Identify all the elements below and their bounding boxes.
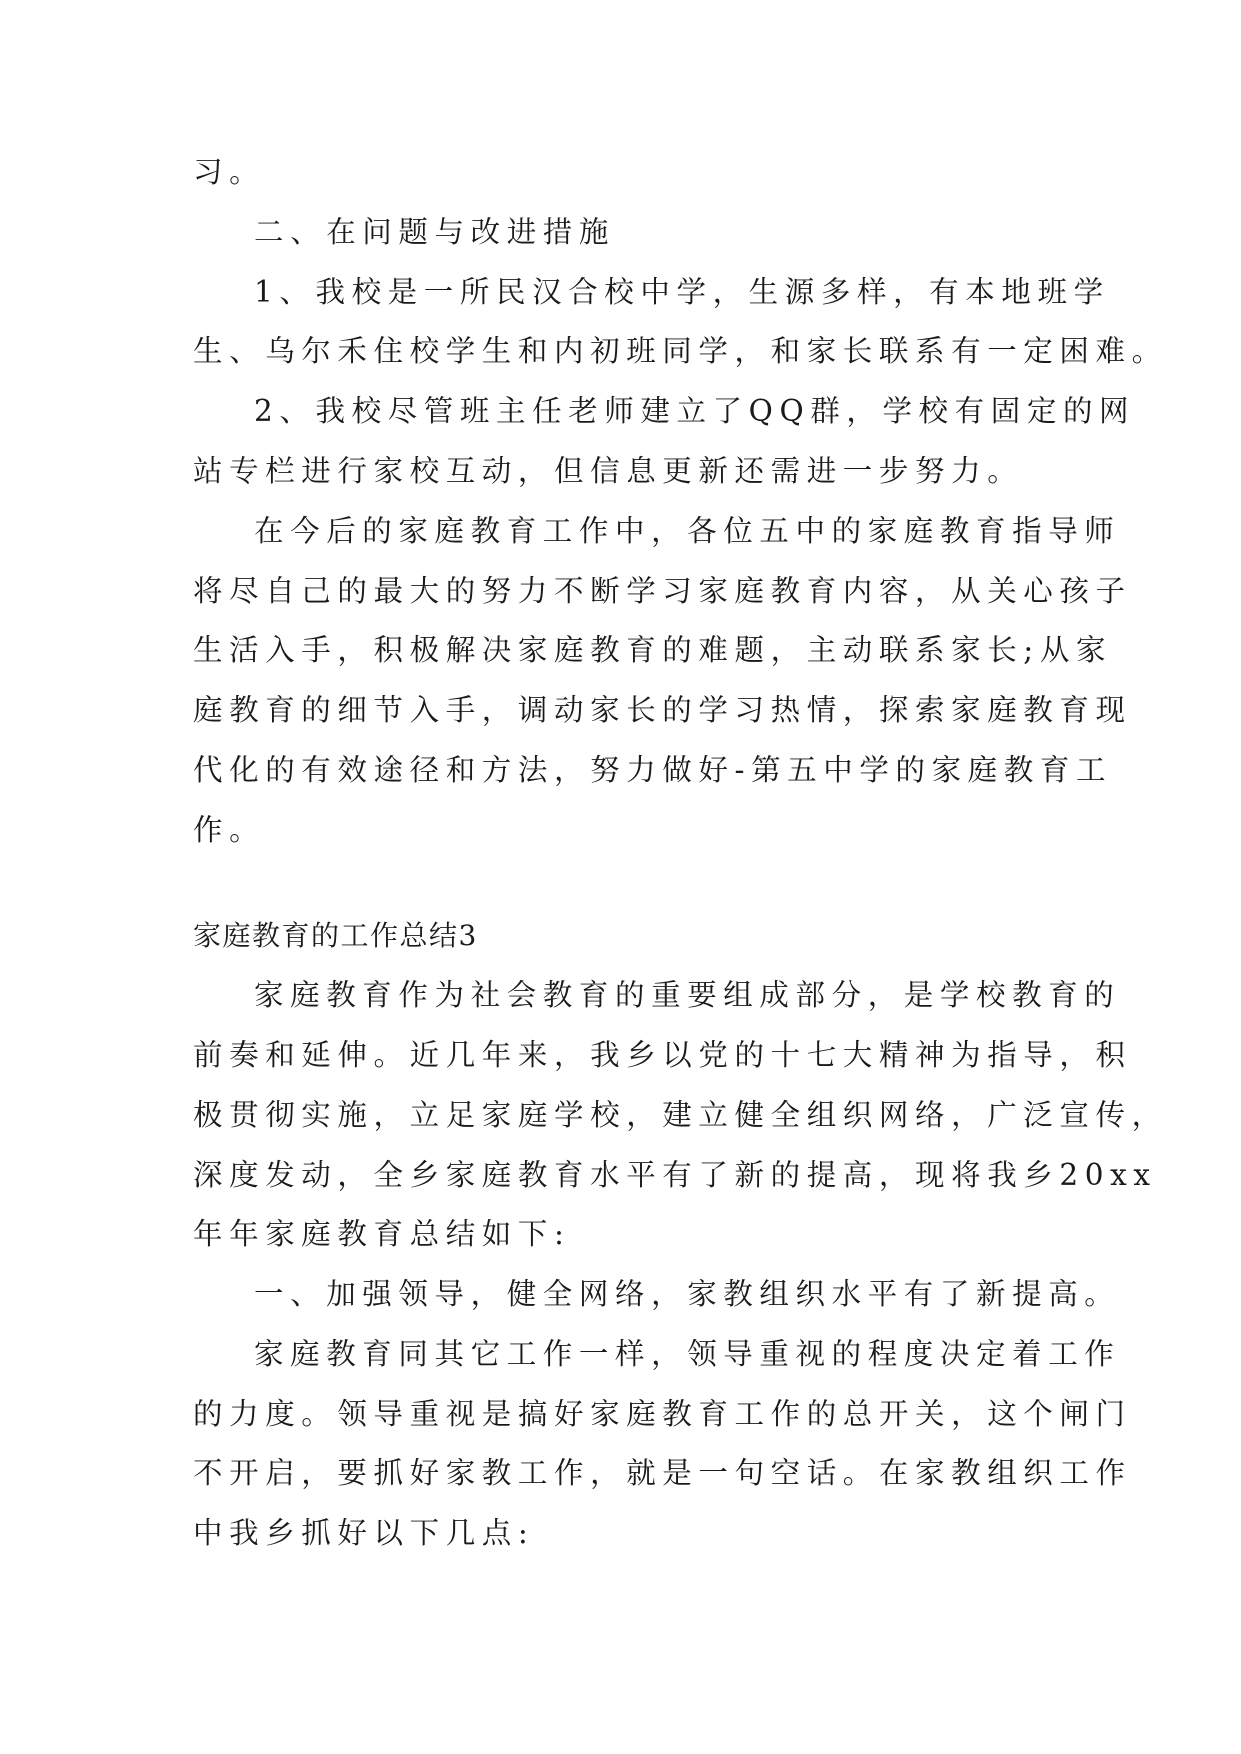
section-heading: 一、加强领导，健全网络，家教组织水平有了新提高。 [254,1277,1121,1311]
text-line: 2、我校尽管班主任老师建立了QQ群，学校有固定的网 [254,394,1136,428]
text-line: 代化的有效途径和方法，努力做好-第五中学的家庭教育工 [193,753,1113,787]
text-line: 的力度。领导重视是搞好家庭教育工作的总开关，这个闸门 [193,1397,1132,1431]
text-line: 在今后的家庭教育工作中，各位五中的家庭教育指导师 [254,514,1121,548]
text-line: 家庭教育作为社会教育的重要组成部分，是学校教育的 [254,978,1121,1012]
text-line: 中我乡抓好以下几点: [193,1516,535,1550]
text-line: 前奏和延伸。近几年来，我乡以党的十七大精神为指导，积 [193,1038,1132,1072]
section-heading: 二、在问题与改进措施 [254,215,616,249]
text-line: 深度发动，全乡家庭教育水平有了新的提高，现将我乡20xx [193,1158,1157,1192]
text-line: 将尽自己的最大的努力不断学习家庭教育内容，从关心孩子 [193,574,1132,608]
text-line: 不开启，要抓好家教工作，就是一句空话。在家教组织工作 [193,1456,1132,1490]
text-line: 生活入手，积极解决家庭教育的难题，主动联系家长;从家 [193,633,1113,667]
text-line: 站专栏进行家校互动，但信息更新还需进一步努力。 [193,454,1024,488]
text-line: 生、乌尔禾住校学生和内初班同学，和家长联系有一定困难。 [193,334,1168,368]
text-line: 庭教育的细节入手，调动家长的学习热情，探索家庭教育现 [193,693,1132,727]
text-line: 极贯彻实施，立足家庭学校，建立健全组织网络，广泛宣传， [193,1098,1168,1132]
text-line: 习。 [193,155,266,189]
article-title: 家庭教育的工作总结3 [193,919,478,952]
text-line: 作。 [193,813,266,847]
text-line: 年年家庭教育总结如下: [193,1217,571,1251]
text-line: 1、我校是一所民汉合校中学，生源多样，有本地班学 [254,275,1110,309]
text-line: 家庭教育同其它工作一样，领导重视的程度决定着工作 [254,1337,1121,1371]
